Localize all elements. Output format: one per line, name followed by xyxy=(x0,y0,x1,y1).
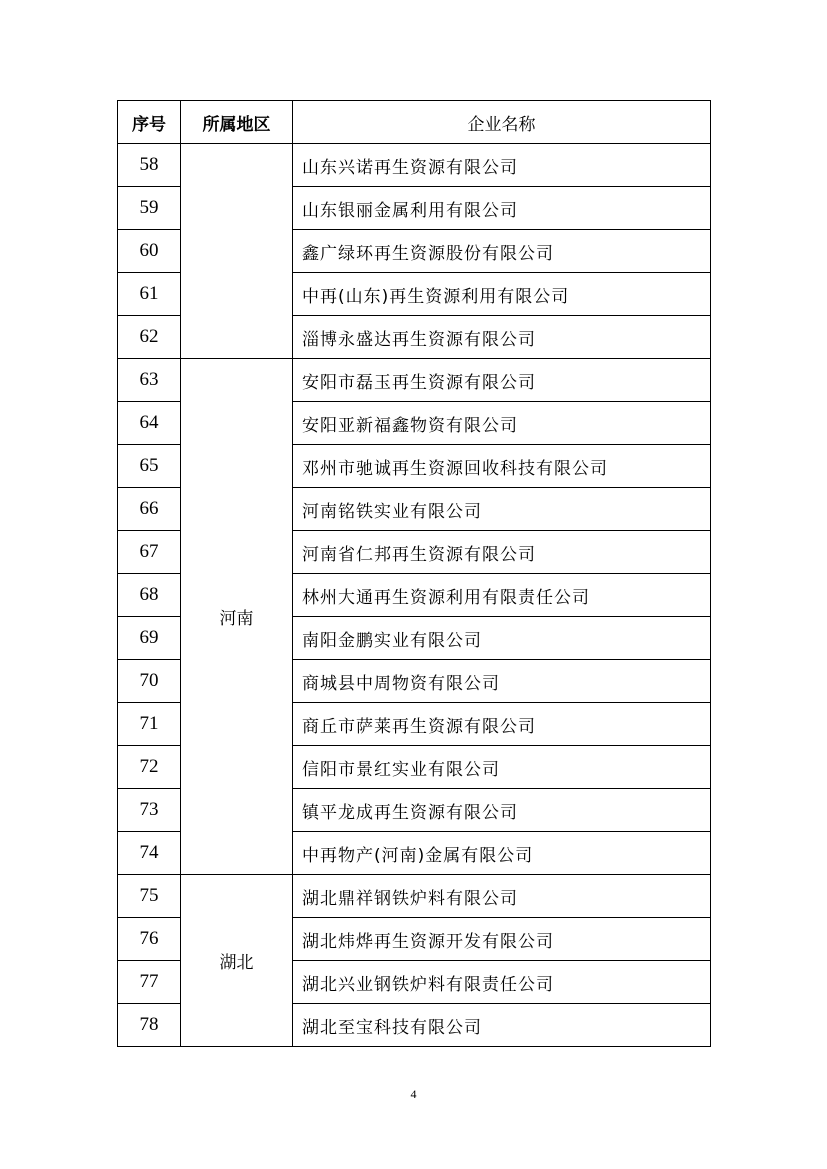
region-cell: 河南 xyxy=(181,359,293,875)
company-name: 邓州市驰诚再生资源回收科技有限公司 xyxy=(293,445,711,488)
company-table xyxy=(117,100,711,1047)
company-name: 淄博永盛达再生资源有限公司 xyxy=(293,316,711,359)
company-name: 安阳亚新福鑫物资有限公司 xyxy=(293,402,711,445)
row-index: 58 xyxy=(118,144,181,187)
header-region: 所属地区 xyxy=(181,101,293,144)
company-name: 安阳市磊玉再生资源有限公司 xyxy=(293,359,711,402)
row-index: 78 xyxy=(118,1004,181,1047)
row-index: 71 xyxy=(118,703,181,746)
company-name: 林州大通再生资源利用有限责任公司 xyxy=(293,574,711,617)
page-number: 4 xyxy=(410,1087,417,1101)
header-row xyxy=(118,101,711,144)
company-name: 河南省仁邦再生资源有限公司 xyxy=(293,531,711,574)
row-index: 66 xyxy=(118,488,181,531)
row-index: 65 xyxy=(118,445,181,488)
row-index: 70 xyxy=(118,660,181,703)
company-name: 中再物产(河南)金属有限公司 xyxy=(293,832,711,875)
company-name: 山东银丽金属利用有限公司 xyxy=(293,187,711,230)
row-index: 59 xyxy=(118,187,181,230)
row-index: 73 xyxy=(118,789,181,832)
row-index: 74 xyxy=(118,832,181,875)
company-name: 湖北炜烨再生资源开发有限公司 xyxy=(293,918,711,961)
row-index: 63 xyxy=(118,359,181,402)
region-cell: 湖北 xyxy=(181,875,293,1047)
table-row xyxy=(118,875,711,918)
row-index: 72 xyxy=(118,746,181,789)
row-index: 76 xyxy=(118,918,181,961)
table-row xyxy=(118,359,711,402)
company-name: 南阳金鹏实业有限公司 xyxy=(293,617,711,660)
company-name: 湖北兴业钢铁炉料有限责任公司 xyxy=(293,961,711,1004)
company-name: 湖北鼎祥钢铁炉料有限公司 xyxy=(293,875,711,918)
table-row xyxy=(118,144,711,187)
company-name: 河南铭铁实业有限公司 xyxy=(293,488,711,531)
row-index: 67 xyxy=(118,531,181,574)
row-index: 62 xyxy=(118,316,181,359)
table-body xyxy=(118,144,711,1047)
company-name: 山东兴诺再生资源有限公司 xyxy=(293,144,711,187)
company-name: 信阳市景红实业有限公司 xyxy=(293,746,711,789)
row-index: 75 xyxy=(118,875,181,918)
company-name: 鑫广绿环再生资源股份有限公司 xyxy=(293,230,711,273)
header-index: 序号 xyxy=(118,101,181,144)
header-company: 企业名称 xyxy=(293,101,711,144)
row-index: 68 xyxy=(118,574,181,617)
region-cell xyxy=(181,144,293,359)
row-index: 69 xyxy=(118,617,181,660)
row-index: 60 xyxy=(118,230,181,273)
row-index: 64 xyxy=(118,402,181,445)
row-index: 77 xyxy=(118,961,181,1004)
company-name: 商城县中周物资有限公司 xyxy=(293,660,711,703)
company-name: 中再(山东)再生资源利用有限公司 xyxy=(293,273,711,316)
company-name: 商丘市萨莱再生资源有限公司 xyxy=(293,703,711,746)
company-name: 镇平龙成再生资源有限公司 xyxy=(293,789,711,832)
company-name: 湖北至宝科技有限公司 xyxy=(293,1004,711,1047)
row-index: 61 xyxy=(118,273,181,316)
